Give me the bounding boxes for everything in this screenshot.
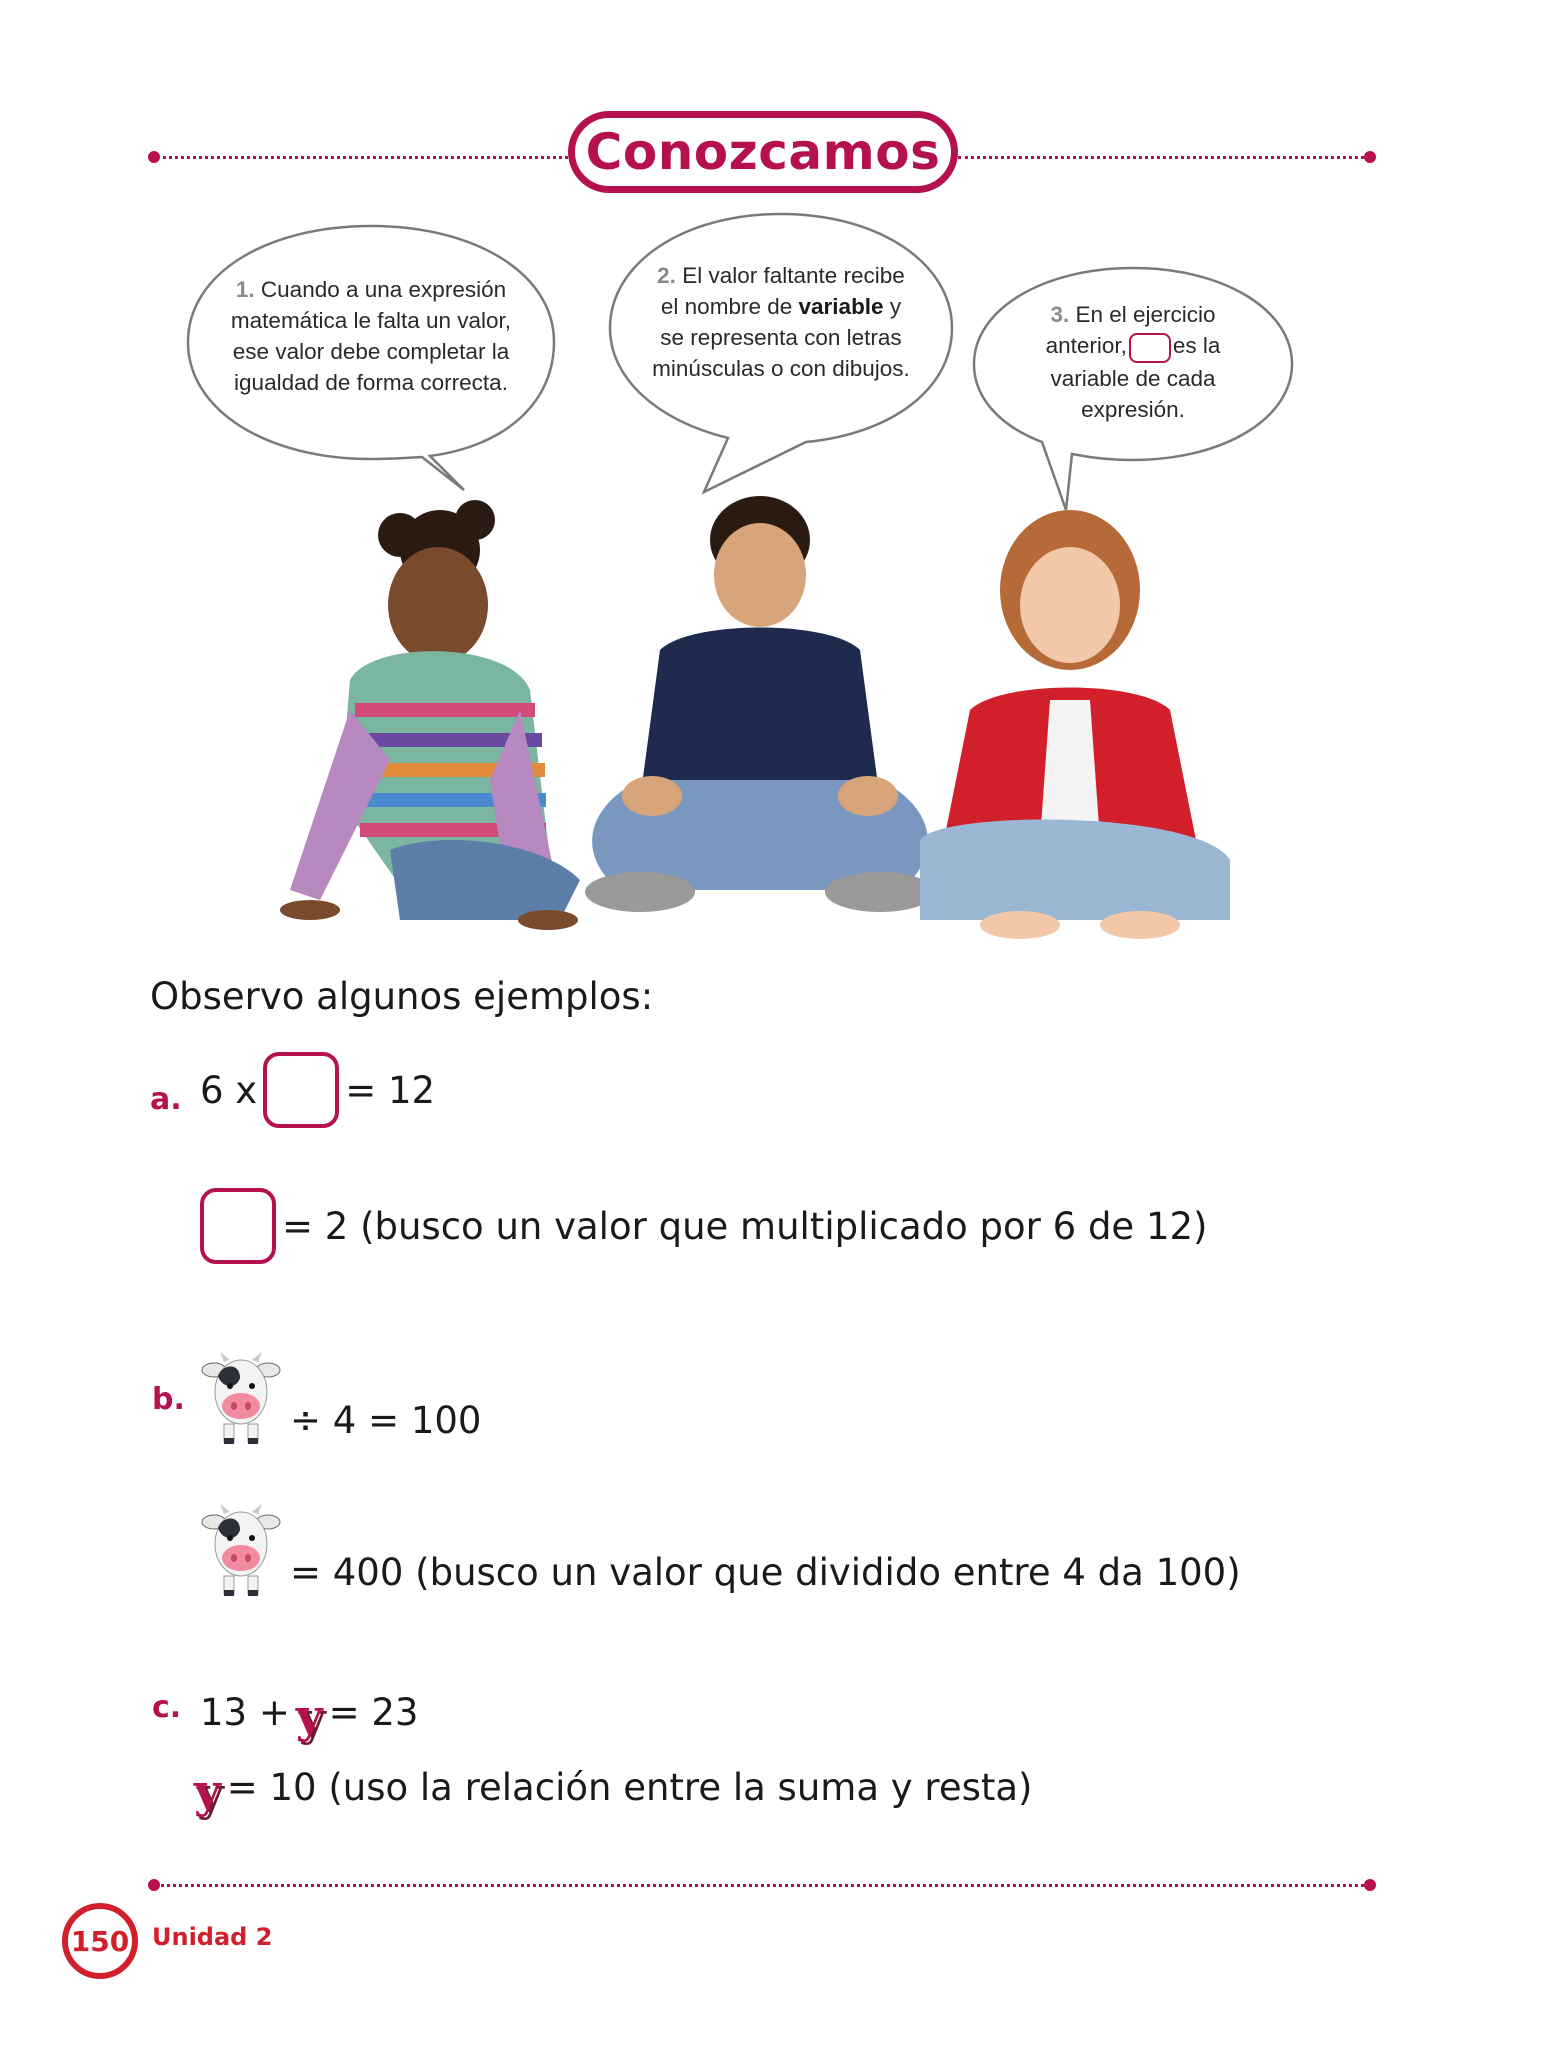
child-right bbox=[920, 510, 1230, 939]
cow-icon bbox=[200, 1500, 282, 1600]
bubble-1-text: Cuando a una expresión matemática le falta un valor, ese valor debe completar la igualdad de forma correcta. bbox=[230, 277, 512, 395]
example-a-line-1 bbox=[200, 1052, 435, 1128]
section-title: Conozcamos bbox=[585, 123, 941, 181]
bubble-3-number: 3. bbox=[1050, 302, 1070, 328]
footer-dot-left bbox=[148, 1879, 160, 1891]
header-dot-right bbox=[1364, 151, 1376, 163]
example-c-letter: c. bbox=[152, 1690, 182, 1725]
examples-intro: Observo algunos ejemplos: bbox=[150, 975, 654, 1018]
bubble-2-text-before: El valor faltante recibe el nombre de bbox=[660, 263, 905, 319]
example-a-letter: a. bbox=[150, 1082, 182, 1117]
cow-icon bbox=[200, 1348, 282, 1448]
example-c-left: 13 + bbox=[200, 1690, 290, 1734]
bubble-2-number: 2. bbox=[657, 263, 676, 288]
header-divider-left bbox=[156, 156, 568, 159]
example-a-line-2 bbox=[194, 1188, 1207, 1264]
child-middle bbox=[585, 496, 935, 912]
footer-divider bbox=[156, 1884, 1370, 1887]
variable-box-icon bbox=[200, 1188, 276, 1264]
variable-box-icon bbox=[1129, 333, 1171, 363]
page-number: 150 bbox=[70, 1924, 130, 1958]
bubble-2-keyword: variable bbox=[798, 294, 884, 319]
speech-bubble-3 bbox=[972, 266, 1294, 462]
example-c-solution: = 10 (uso la relación entre la suma y resta) bbox=[226, 1765, 1033, 1809]
speech-bubble-2 bbox=[608, 212, 954, 442]
unit-label: Unidad 2 bbox=[152, 1923, 273, 1951]
example-a-right: = 12 bbox=[345, 1068, 436, 1112]
header-dot-left bbox=[148, 151, 160, 163]
example-b-right: ÷ 4 = 100 bbox=[290, 1399, 482, 1442]
speech-bubble-1 bbox=[186, 224, 556, 454]
bubble-1-number: 1. bbox=[235, 277, 255, 302]
header-divider-right bbox=[958, 156, 1370, 159]
example-b-solution: = 400 (busco un valor que dividido entre 4 da 100) bbox=[290, 1551, 1241, 1594]
example-a-left: 6 x bbox=[200, 1068, 258, 1112]
example-c-line-1 bbox=[200, 1682, 418, 1742]
example-c-right: = 23 bbox=[328, 1690, 419, 1734]
page-number-badge bbox=[62, 1903, 138, 1979]
variable-y: y bbox=[295, 1689, 323, 1743]
bubble-3-text-before: En el ejercicio anterior, bbox=[1045, 302, 1216, 359]
section-title-badge bbox=[568, 111, 958, 193]
bubble-2-text-after: y se representa con letras minúsculas o con dibujos. bbox=[652, 294, 910, 381]
variable-box-icon bbox=[263, 1052, 339, 1128]
example-c-line-2 bbox=[190, 1757, 1032, 1817]
children-sitting-photo bbox=[280, 480, 1260, 960]
variable-y: y bbox=[194, 1764, 221, 1818]
child-left bbox=[280, 500, 580, 930]
example-a-solution: = 2 (busco un valor que multiplicado por 6 de 12) bbox=[282, 1204, 1208, 1248]
example-b-line-1 bbox=[200, 1348, 481, 1448]
footer-dot-right bbox=[1364, 1879, 1376, 1891]
example-b-line-2 bbox=[200, 1500, 1241, 1600]
bubble-3-text-after: es la variable de cada expresión. bbox=[1050, 333, 1221, 422]
example-b-letter: b. bbox=[152, 1382, 185, 1417]
